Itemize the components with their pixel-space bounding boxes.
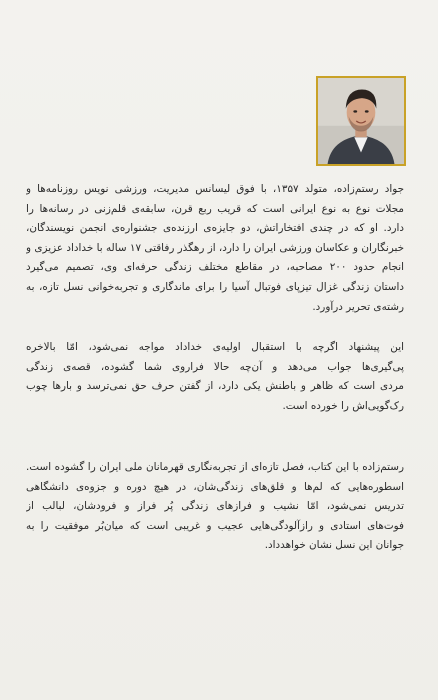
text-line: داستان زندگی غزال تیزپای فوتبال آسیا را برای ماندگاری و تجربه‌خوانی نسل تازه، به: [26, 280, 404, 293]
author-portrait-photo-icon: [318, 78, 404, 164]
text-line: انجام حدود ۲۰۰ مصاحبه، در مقاطع مختلف زندگی حرفه‌ای وی، تصمیم می‌گیرد: [26, 261, 404, 274]
text-line: رک‌گویی‌اش را خورده است.: [282, 399, 404, 412]
text-line: پی‌گیری‌ها جواب می‌دهد و آن‌چه حالا فراروی شما گشوده، قصه‌ی زندگی: [26, 360, 404, 373]
bio-paragraph-2: [26, 338, 404, 416]
text-line: اسطوره‌هایی که لم‌ها و قلق‌های زندگی‌شان، در هیچ دوره و جزوه‌ی دانشگاهی: [26, 480, 404, 493]
text-line: تدریس نمی‌شود، امّا نشیب و فرازهای زندگی پُر فراز و فرودشان، لبالب از: [26, 500, 404, 513]
text-line: مردی است که ظاهر و باطنش یکی دارد، از گفتن حرف حق نمی‌ترسد و بارها چوب: [26, 380, 404, 393]
text-line: این پیشنهاد اگرچه با استقبال اولیه‌ی خداداد مواجه نمی‌شود، امّا بالاخره: [26, 341, 404, 353]
text-line: خبرنگاران و عکاسان ورزشی ایران را دارد، از رهگذر رفاقتی ۱۷ ساله با خداداد عزیزی و: [26, 241, 404, 254]
text-line: فوت‌های استادی و رازآلودگی‌هایی عجیب و غریبی است که میان‌بُر موفقیت را به: [26, 519, 404, 532]
author-photo: [316, 76, 406, 166]
text-line: مجلات نوع به نوع ایرانی است که قریب ربع قرن، سابقه‌ی قلم‌زنی در رسانه‌ها را: [26, 202, 404, 215]
text-line: رستم‌زاده با این کتاب، فصل تازه‌ای از تجربه‌نگاری قهرمانان ملی ایران را گشوده است.: [26, 461, 404, 473]
text-line: دارد. او که در چندی افتخاراتش، دو جایزه‌ی ارزنده‌ی جشنواره‌ی انجمن نویسندگان،: [26, 222, 404, 235]
text-line: جواد رستم‌زاده، متولد ۱۳۵۷، با فوق لیسانس مدیریت، ورزشی نویس روزنامه‌ها و: [26, 183, 404, 195]
bio-paragraph-1: [26, 180, 404, 317]
text-line: جوانان این نسل نشان خواهدداد.: [264, 539, 404, 552]
bio-paragraph-3: [26, 458, 404, 556]
text-line: رشته‌ی تحریر درآورد.: [312, 300, 404, 313]
